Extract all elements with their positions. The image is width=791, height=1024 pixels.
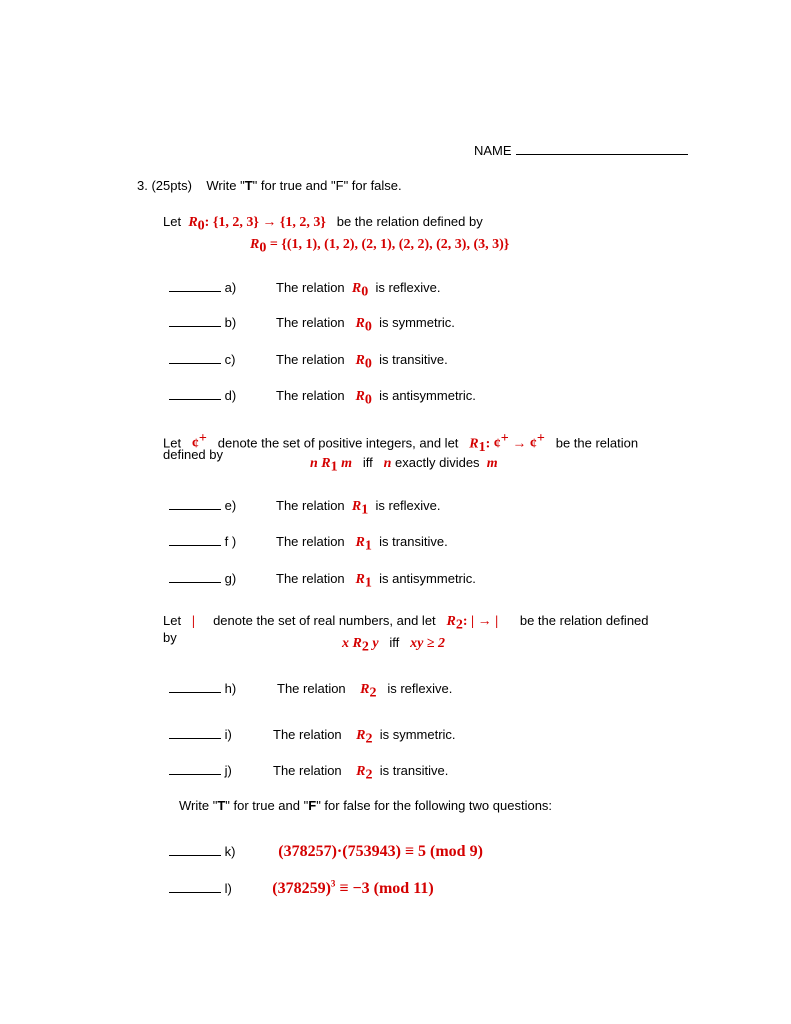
answer-blank-h[interactable] [169,680,221,693]
relation-r2-definition: x $R_2$ y iff xy ≥ 2 [342,635,446,655]
relation-r0-intro: Let $R_0$: {1, 2, 3} → {1, 2, 3} be the relation defined by [163,214,483,234]
answer-blank-k[interactable] [169,843,221,856]
answer-blank-g[interactable] [169,570,221,583]
instruction-text: Write "T" for true and "F" for false. [206,178,402,193]
answer-blank-a[interactable] [169,279,221,292]
answer-item-e: e) The relation $R_1$ is reflexive. [169,497,441,519]
relation-r1-intro: Let ¢+ denote the set of positive integers, and let $R_1$: ¢+ → ¢+ be the relation [163,431,639,455]
answer-item-k: k) (378257)·(753943) ≡ 5 (mod 9) [169,843,483,861]
answer-item-f: f ) The relation $R_1$ is transitive. [169,533,448,555]
name-label: NAME [474,143,512,158]
modular-instruction: Write "T" for true and "F" for false for the following two questions: [179,798,553,813]
answer-blank-l[interactable] [169,880,221,893]
answer-item-j: j) The relation $R_2$ is transitive. [169,762,448,784]
answer-blank-e[interactable] [169,497,221,510]
answer-blank-d[interactable] [169,387,221,400]
answer-item-g: g) The relation $R_1$ is antisymmetric. [169,570,476,592]
congruence-k: (378257)·(753943) ≡ 5 (mod 9) [278,843,483,860]
answer-blank-b[interactable] [169,314,221,327]
relation-r0-definition: $R_0 = \{(1$, 1), (1, 2), (2, 1), (2, 2), (2, 3), (3, 3)} [250,237,510,256]
answer-blank-f[interactable] [169,533,221,546]
relation-r1-defined-by: defined by [163,447,223,462]
relation-r1-definition: n $R_1$ m iff n exactly divides m [310,455,498,475]
positive-integers-symbol: ¢ [191,436,199,452]
answer-item-b: b) The relation $R_0$ is symmetric. [169,314,455,336]
relation-r2-by: by [163,630,177,645]
relation-r2-intro: Let | denote the set of real numbers, and let $R_2$: | → | be the relation defined [163,613,649,633]
congruence-l: $(378259)^3 \equiv -3$ (mod 11) [272,879,434,898]
answer-blank-j[interactable] [169,762,221,775]
answer-item-d: d) The relation $R_0$ is antisymmetric. [169,387,476,409]
answer-item-i: i) The relation $R_2$ is symmetric. [169,726,456,748]
name-field[interactable] [516,142,688,155]
answer-blank-i[interactable] [169,726,221,739]
answer-item-h: h) The relation $R_2$ is reflexive. [169,680,452,702]
answer-item-c: c) The relation $R_0$ is transitive. [169,351,448,373]
answer-item-l: l) $(378259)^3 \equiv -3$ (mod 11) [169,879,434,898]
name-line [474,142,688,158]
answer-item-a: a) The relation $R_0$ is reflexive. [169,279,441,301]
real-numbers-symbol: | [191,614,196,629]
question-header [137,178,402,193]
answer-blank-c[interactable] [169,351,221,364]
question-number: 3. (25pts) [137,178,192,193]
